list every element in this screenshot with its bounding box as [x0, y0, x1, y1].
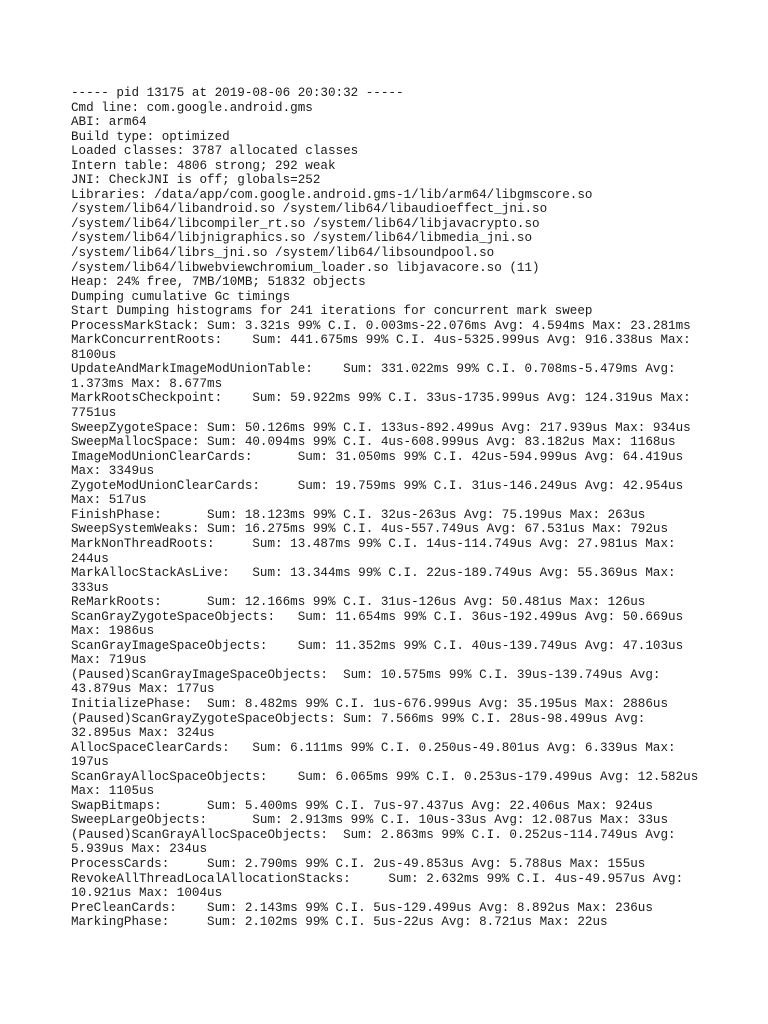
- log-line: MarkingPhase: Sum: 2.102ms 99% C.I. 5us-22us Avg: 8.721us Max: 22us: [71, 915, 608, 930]
- log-line: ScanGrayAllocSpaceObjects: Sum: 6.065ms 99% C.I. 0.253us-179.499us Avg: 12.582us: [71, 769, 699, 784]
- log-line: InitializePhase: Sum: 8.482ms 99% C.I. 1us-676.999us Avg: 35.195us Max: 2886us: [71, 696, 669, 711]
- log-line: Max: 1105us: [71, 784, 155, 799]
- log-line: ProcessCards: Sum: 2.790ms 99% C.I. 2us-49.853us Avg: 5.788us Max: 155us: [71, 856, 646, 871]
- log-line: JNI: CheckJNI is off; globals=252: [71, 173, 321, 188]
- log-line: SwapBitmaps: Sum: 5.400ms 99% C.I. 7us-97.437us Avg: 22.406us Max: 924us: [71, 798, 653, 813]
- log-line: MarkNonThreadRoots: Sum: 13.487ms 99% C.I. 14us-114.749us Avg: 27.981us Max:: [71, 536, 676, 551]
- log-line: 244us: [71, 551, 109, 566]
- log-line: FinishPhase: Sum: 18.123ms 99% C.I. 32us-263us Avg: 75.199us Max: 263us: [71, 507, 646, 522]
- log-line: /system/lib64/libjnigraphics.so /system/lib64/libmedia_jni.so: [71, 231, 533, 246]
- log-line: Max: 719us: [71, 653, 147, 668]
- log-line: ZygoteModUnionClearCards: Sum: 19.759ms 99% C.I. 31us-146.249us Avg: 42.954us: [71, 478, 684, 493]
- log-line: /system/lib64/libwebviewchromium_loader.so libjavacore.so (11): [71, 260, 540, 275]
- log-line: Max: 3349us: [71, 464, 155, 479]
- log-line: 333us: [71, 580, 109, 595]
- log-line: ProcessMarkStack: Sum: 3.321s 99% C.I. 0.003ms-22.076ms Avg: 4.594ms Max: 23.281ms: [71, 318, 691, 333]
- log-line: Cmd line: com.google.android.gms: [71, 100, 313, 115]
- log-line: /system/lib64/libandroid.so /system/lib64/libaudioeffect_jni.so: [71, 202, 548, 217]
- log-line: 8100us: [71, 347, 117, 362]
- log-line: Dumping cumulative Gc timings: [71, 289, 291, 304]
- log-line: AllocSpaceClearCards: Sum: 6.111ms 99% C.I. 0.250us-49.801us Avg: 6.339us Max:: [71, 740, 676, 755]
- log-line: Libraries: /data/app/com.google.android.gms-1/lib/arm64/libgmscore.so: [71, 187, 593, 202]
- log-line: Max: 1986us: [71, 624, 155, 639]
- log-line: SweepZygoteSpace: Sum: 50.126ms 99% C.I. 133us-892.499us Avg: 217.939us Max: 934us: [71, 420, 691, 435]
- log-line: SweepLargeObjects: Sum: 2.913ms 99% C.I. 10us-33us Avg: 12.087us Max: 33us: [71, 813, 669, 828]
- log-line: Loaded classes: 3787 allocated classes: [71, 144, 359, 159]
- log-line: (Paused)ScanGrayAllocSpaceObjects: Sum: 2.863ms 99% C.I. 0.252us-114.749us Avg:: [71, 827, 676, 842]
- log-line: (Paused)ScanGrayImageSpaceObjects: Sum: 10.575ms 99% C.I. 39us-139.749us Avg:: [71, 667, 661, 682]
- log-line: 5.939us Max: 234us: [71, 842, 208, 857]
- log-line: Intern table: 4806 strong; 292 weak: [71, 158, 336, 173]
- log-line: 32.895us Max: 324us: [71, 726, 215, 741]
- log-line: ----- pid 13175 at 2019-08-06 20:30:32 -----: [71, 86, 404, 100]
- log-line: PreCleanCards: Sum: 2.143ms 99% C.I. 5us-129.499us Avg: 8.892us Max: 236us: [71, 900, 653, 915]
- log-line: SweepSystemWeaks: Sum: 16.275ms 99% C.I. 4us-557.749us Avg: 67.531us Max: 792us: [71, 522, 669, 537]
- log-line: ImageModUnionClearCards: Sum: 31.050ms 99% C.I. 42us-594.999us Avg: 64.419us: [71, 449, 684, 464]
- log-line: SweepMallocSpace: Sum: 40.094ms 99% C.I. 4us-608.999us Avg: 83.182us Max: 1168us: [71, 435, 676, 450]
- log-line: ScanGrayImageSpaceObjects: Sum: 11.352ms 99% C.I. 40us-139.749us Avg: 47.103us: [71, 638, 684, 653]
- log-line: 1.373ms Max: 8.677ms: [71, 376, 223, 391]
- log-line: /system/lib64/libcompiler_rt.so /system/lib64/libjavacrypto.so: [71, 216, 540, 231]
- log-line: MarkAllocStackAsLive: Sum: 13.344ms 99% C.I. 22us-189.749us Avg: 55.369us Max:: [71, 566, 676, 581]
- log-line: /system/lib64/librs_jni.so /system/lib64/libsoundpool.so: [71, 246, 495, 261]
- log-text-block: [71, 86, 711, 930]
- log-line: Build type: optimized: [71, 129, 230, 144]
- log-line: ScanGrayZygoteSpaceObjects: Sum: 11.654ms 99% C.I. 36us-192.499us Avg: 50.669us: [71, 609, 684, 624]
- log-line: 7751us: [71, 406, 117, 421]
- log-line: UpdateAndMarkImageModUnionTable: Sum: 331.022ms 99% C.I. 0.708ms-5.479ms Avg:: [71, 362, 676, 377]
- log-line: Max: 517us: [71, 493, 147, 508]
- log-line: 43.879us Max: 177us: [71, 682, 215, 697]
- log-line: MarkConcurrentRoots: Sum: 441.675ms 99% C.I. 4us-5325.999us Avg: 916.338us Max:: [71, 333, 691, 348]
- log-line: MarkRootsCheckpoint: Sum: 59.922ms 99% C.I. 33us-1735.999us Avg: 124.319us Max:: [71, 391, 691, 406]
- log-line: (Paused)ScanGrayZygoteSpaceObjects: Sum: 7.566ms 99% C.I. 28us-98.499us Avg:: [71, 711, 646, 726]
- log-line: 197us: [71, 755, 109, 770]
- log-line: ReMarkRoots: Sum: 12.166ms 99% C.I. 31us-126us Avg: 50.481us Max: 126us: [71, 595, 646, 610]
- log-line: 10.921us Max: 1004us: [71, 886, 223, 901]
- log-line: RevokeAllThreadLocalAllocationStacks: Sum: 2.632ms 99% C.I. 4us-49.957us Avg:: [71, 871, 684, 886]
- log-line: Start Dumping histograms for 241 iterations for concurrent mark sweep: [71, 304, 593, 319]
- log-line: ABI: arm64: [71, 115, 147, 130]
- log-line: Heap: 24% free, 7MB/10MB; 51832 objects: [71, 275, 366, 290]
